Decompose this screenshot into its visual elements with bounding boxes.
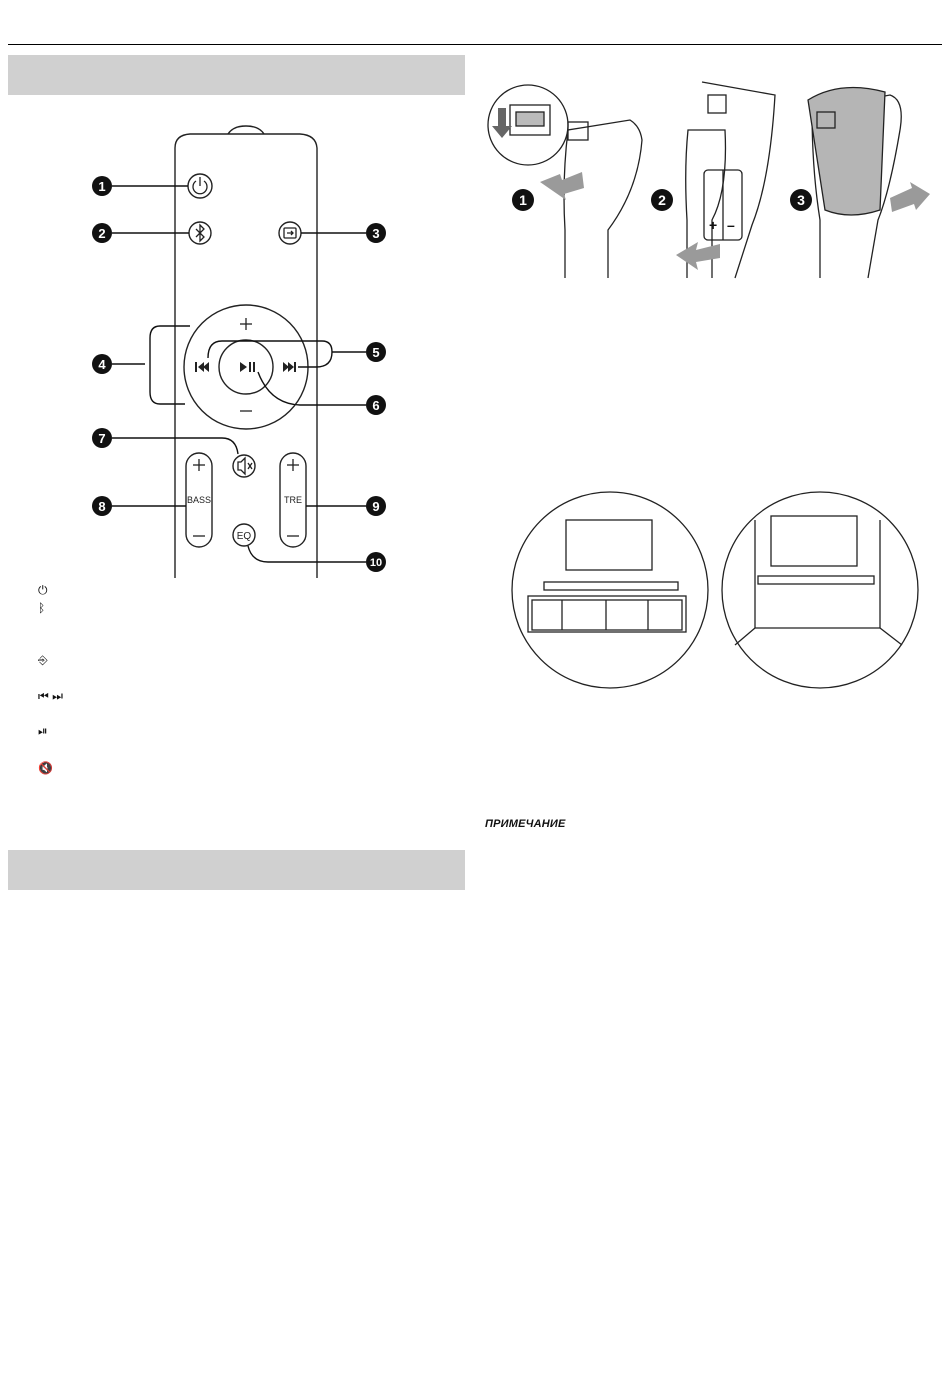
- callout-1: [92, 176, 112, 196]
- remote-control-illustration: [0, 0, 470, 590]
- svg-text:7: 7: [98, 431, 106, 446]
- callout-4: [92, 354, 112, 374]
- legend-mute-icon: 🔇: [38, 761, 53, 775]
- battery-plus: +: [709, 217, 718, 233]
- callout-badges: [92, 176, 386, 572]
- callout-5: [366, 342, 386, 362]
- section-header-bar-bottom: [8, 850, 465, 890]
- arrow-insert: [676, 242, 720, 270]
- callout-6: [366, 395, 386, 415]
- step-3: [790, 189, 812, 211]
- svg-text:5: 5: [372, 345, 380, 360]
- legend-skip-icon: ⏮ ⏭: [38, 689, 63, 703]
- svg-text:3: 3: [797, 192, 805, 208]
- callout-7: [92, 428, 112, 448]
- battery-minus: –: [727, 217, 735, 233]
- svg-text:2: 2: [658, 192, 666, 208]
- svg-text:6: 6: [372, 398, 380, 413]
- svg-text:9: 9: [372, 499, 380, 514]
- placement-illustration: [510, 490, 920, 695]
- step-1: [512, 189, 534, 211]
- svg-text:8: 8: [98, 499, 106, 514]
- svg-text:1: 1: [98, 179, 106, 194]
- svg-text:10: 10: [369, 557, 383, 569]
- step-2: [651, 189, 673, 211]
- callout-8: [92, 496, 112, 516]
- legend-power-icon: ⏻: [38, 583, 48, 597]
- callout-10: [366, 552, 386, 572]
- treble-label: TRE: [284, 495, 302, 505]
- svg-text:3: 3: [372, 226, 380, 241]
- eq-label: EQ: [236, 531, 252, 542]
- svg-text:2: 2: [98, 226, 106, 241]
- legend-bluetooth-icon: ᛒ: [38, 601, 46, 615]
- arrow-slide-out: [540, 172, 584, 200]
- legend-source-icon: ⎆: [38, 653, 48, 667]
- callout-9: [366, 496, 386, 516]
- note-label: ПРИМЕЧАНИЕ: [485, 818, 566, 830]
- callout-2: [92, 223, 112, 243]
- legend-play-pause-icon: ⏯: [38, 724, 48, 738]
- callout-3: [366, 223, 386, 243]
- svg-text:4: 4: [98, 357, 106, 372]
- bass-label: BASS: [186, 495, 212, 505]
- battery-install-illustration: [480, 70, 940, 285]
- arrow-close: [890, 182, 930, 212]
- svg-text:1: 1: [519, 192, 527, 208]
